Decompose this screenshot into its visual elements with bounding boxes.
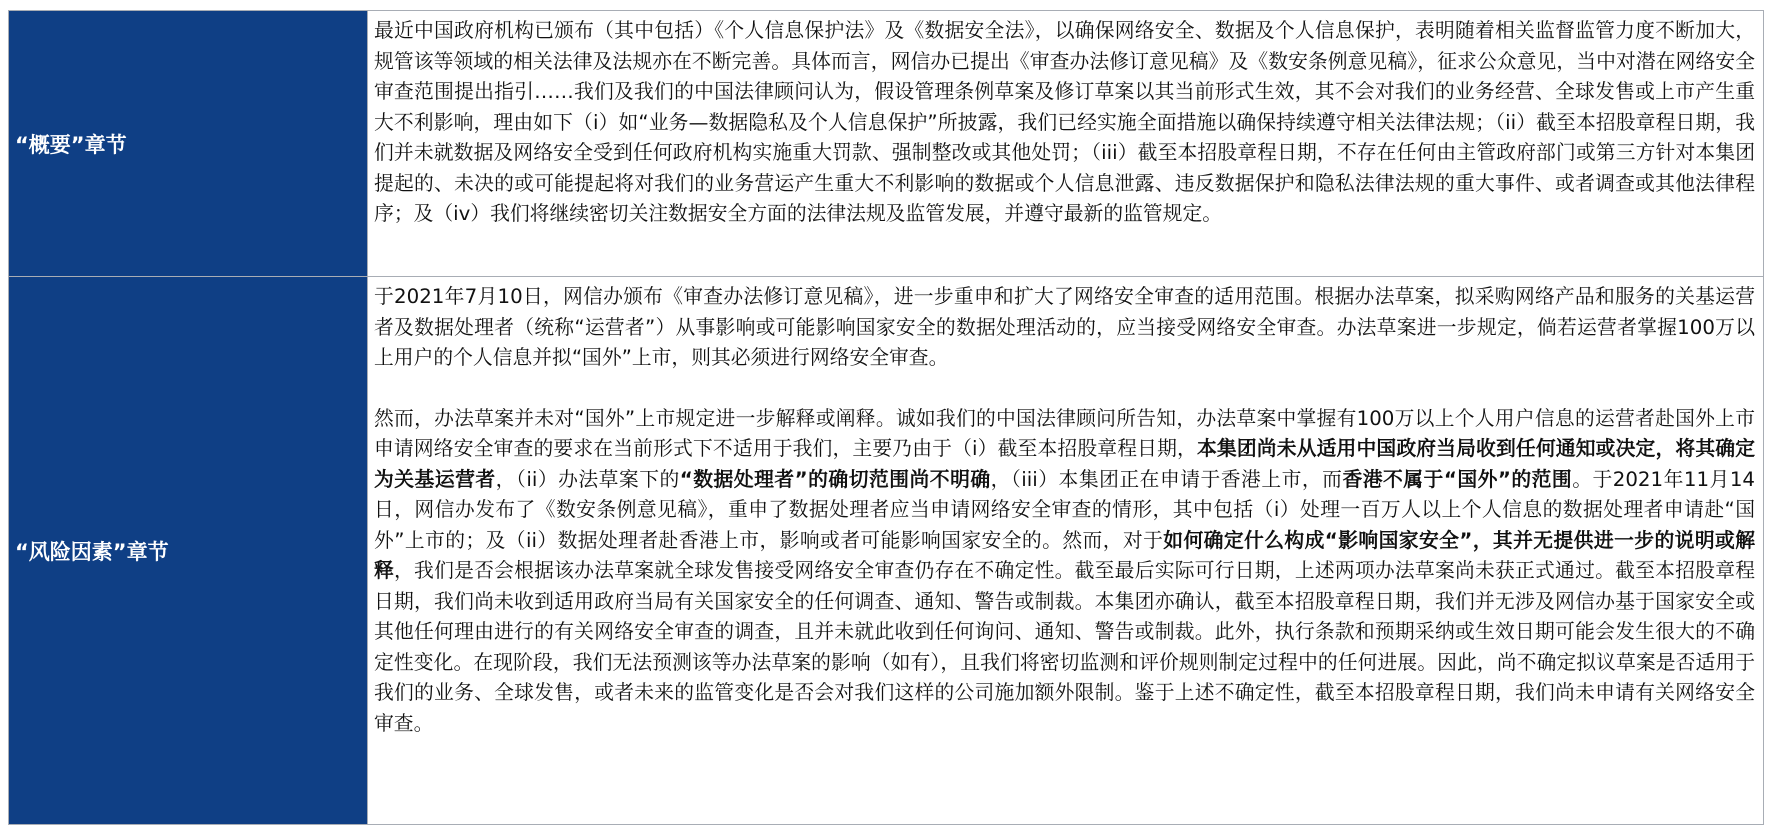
risk-text-segment-4: 。于2021年11月14日，网信办发布了《数安条例意见稿》，重申了数据处理者应当申请网络安全审查的情形，其中包括（i）处理一百万人以上个人信息的数据处理者申请赴“国外”上市的；及（ii）数据处理者赴香港上市，影响或者可能影响国家安全的。然而，对于 [374, 467, 1755, 552]
section-label-risk-factors: “风险因素”章节 [9, 277, 368, 825]
risk-bold-not-cii-operator: 本集团尚未从适用中国政府当局收到任何通知或决定，将其确定为关基运营者 [374, 437, 1755, 491]
risk-bold-data-processor-unclear: “数据处理者”的确切范围尚不明确 [679, 467, 991, 491]
risk-bold-national-security-undefined: 如何确定什么构成“影响国家安全”，其并无提供进一步的说明或解释 [374, 528, 1755, 582]
risk-bold-hong-kong-not-foreign: 香港不属于“国外”的范围 [1342, 467, 1573, 491]
section-label-summary: “概要”章节 [9, 11, 368, 277]
section-content-risk-factors [368, 277, 1764, 825]
table-row-summary [9, 11, 1764, 277]
risk-text-segment-1: 然而，办法草案并未对“国外”上市规定进一步解释或阐释。诚如我们的中国法律顾问所告知，办法草案中掌握有100万以上个人用户信息的运营者赴国外上市申请网络安全审查的要求在当前形式下不适用于我们，主要乃由于（i）截至本招股章程日期， [374, 406, 1755, 460]
risk-text-segment-3: ，（iii）本集团正在申请于香港上市，而 [990, 467, 1343, 491]
table-row-risk-factors [9, 277, 1764, 825]
risk-paragraph-1: 于2021年7月10日，网信办颁布《审查办法修订意见稿》，进一步重申和扩大了网络安全审查的适用范围。根据办法草案，拟采购网络产品和服务的关基运营者及数据处理者（统称“运营者”）从事影响或可能影响国家安全的数据处理活动的，应当接受网络安全审查。办法草案进一步规定，倘若运营者掌握100万以上用户的个人信息并拟“国外”上市，则其必须进行网络安全审查。 [374, 285, 1755, 369]
disclosure-table [8, 10, 1764, 825]
summary-paragraph: 最近中国政府机构已颁布（其中包括）《个人信息保护法》及《数据安全法》，以确保网络安全、数据及个人信息保护，表明随着相关监督监管力度不断加大，规管该等领域的相关法律及法规亦在不断完善。具体而言，网信办已提出《审查办法修订意见稿》及《数安条例意见稿》，征求公众意见，当中对潜在网络安全审查范围提出指引……我们及我们的中国法律顾问认为，假设管理条例草案及修订草案以其当前形式生效，其不会对我们的业务经营、全球发售或上市产生重大不利影响，理由如下（i）如“业务—数据隐私及个人信息保护”所披露，我们已经实施全面措施以确保持续遵守相关法律法规；（ii）截至本招股章程日期，我们并未就数据及网络安全受到任何政府机构实施重大罚款、强制整改或其他处罚；（iii）截至本招股章程日期，不存在任何由主管政府部门或第三方针对本集团提起的、未决的或可能提起将对我们的业务营运产生重大不利影响的数据或个人信息泄露、违反数据保护和隐私法律法规的重大事件、或者调查或其他法律程序；及（iv）我们将继续密切关注数据安全方面的法律法规及监管发展，并遵守最新的监管规定。 [374, 19, 1755, 225]
risk-text-segment-5: ，我们是否会根据该办法草案就全球发售接受网络安全审查仍存在不确定性。截至最后实际可行日期，上述两项办法草案尚未获正式通过。截至本招股章程日期，我们尚未收到适用政府当局有关国家安全的任何调查、通知、警告或制裁。本集团亦确认，截至本招股章程日期，我们并无涉及网信办基于国家安全或其他任何理由进行的有关网络安全审查的调查，且并未就此收到任何询问、通知、警告或制裁。此外，执行条款和预期采纳或生效日期可能会发生很大的不确定性变化。在现阶段，我们无法预测该等办法草案的影响（如有），且我们将密切监测和评价规则制定过程中的任何进展。因此，尚不确定拟议草案是否适用于我们的业务、全球发售，或者未来的监管变化是否会对我们这样的公司施加额外限制。鉴于上述不确定性，截至本招股章程日期，我们尚未申请有关网络安全审查。 [374, 559, 1755, 735]
risk-paragraph-2 [374, 404, 1755, 740]
risk-text-segment-2: ，（ii）办法草案下的 [495, 467, 680, 491]
section-content-summary [368, 11, 1764, 277]
